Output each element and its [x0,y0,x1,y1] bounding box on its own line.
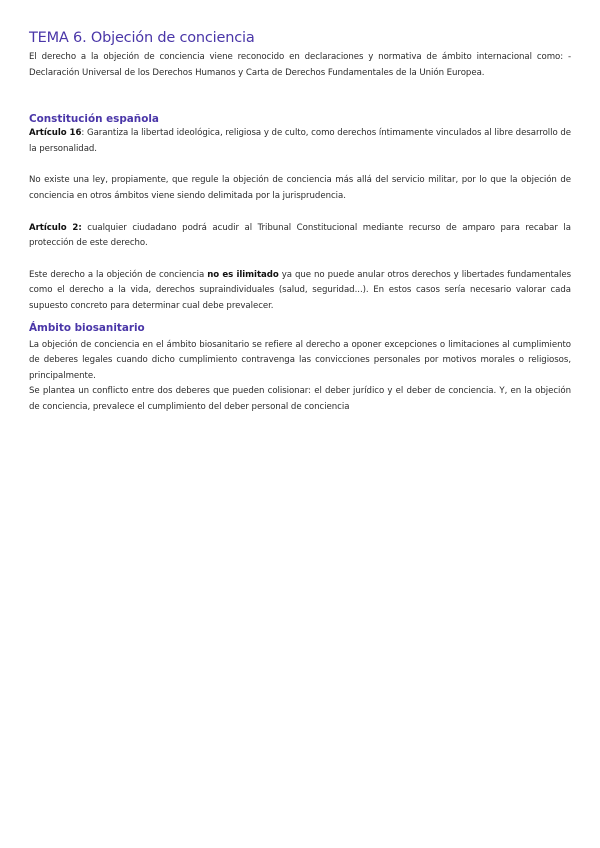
article-2-label: Artículo 2: [29,222,82,233]
document-page [29,28,571,416]
limit-paragraph [29,268,571,315]
section-heading-constitucion: Constitución española [29,113,159,126]
biosanitario-paragraph-1: La objeción de conciencia en el ámbito biosanitario se refiere al derecho a oponer excepciones o limitaciones al cumplimiento de deberes legales cuando dicho cumplimiento contravenga las convicciones personales por motivos morales o religiosos, principalmente. [29,339,571,381]
article-16-text: : Garantiza la libertad ideológica, religiosa y de culto, como derechos íntimamente vinculados al libre desarrollo de la personalidad. [29,128,571,154]
intro-paragraph: El derecho a la objeción de conciencia viene reconocido en declaraciones y normativa de ámbito internacional como: - Declaración Universal de los Derechos Humanos y Carta de Derechos Fundamentales de la Unión Europea. [29,52,571,78]
law-paragraph: No existe una ley, propiamente, que regule la objeción de conciencia más allá del servicio militar, por lo que la objeción de conciencia en otros ámbitos viene siendo delimitada por la jurisprudencia. [29,175,571,201]
section-heading-biosanitario: Ámbito biosanitario [29,321,145,334]
article-16-label: Artículo 16 [29,128,82,139]
limit-text-before: Este derecho a la objeción de conciencia [29,269,208,280]
article-2-text: cualquier ciudadano podrá acudir al Tribunal Constitucional mediante recurso de amparo para recabar la protección de este derecho. [29,222,571,249]
article-16-paragraph [29,126,571,157]
article-2-paragraph [29,221,571,252]
biosanitario-paragraph-2: Se plantea un conflicto entre dos deberes que pueden colisionar: el deber jurídico y el deber de conciencia. Y, en la objeción de conciencia, prevalece el cumplimiento del deber personal de conciencia [29,386,571,412]
limit-bold-text: no es ilimitado [207,269,279,280]
page-title: TEMA 6. Objeción de conciencia [29,30,255,46]
limit-text-after: ya que no puede anular otros derechos y libertades fundamentales como el derecho a la vida, derechos supraindividuales (salud, seguridad...). En estos casos sería necesario valorar cada supuesto concreto para determinar cual debe prevalecer. [29,269,572,311]
